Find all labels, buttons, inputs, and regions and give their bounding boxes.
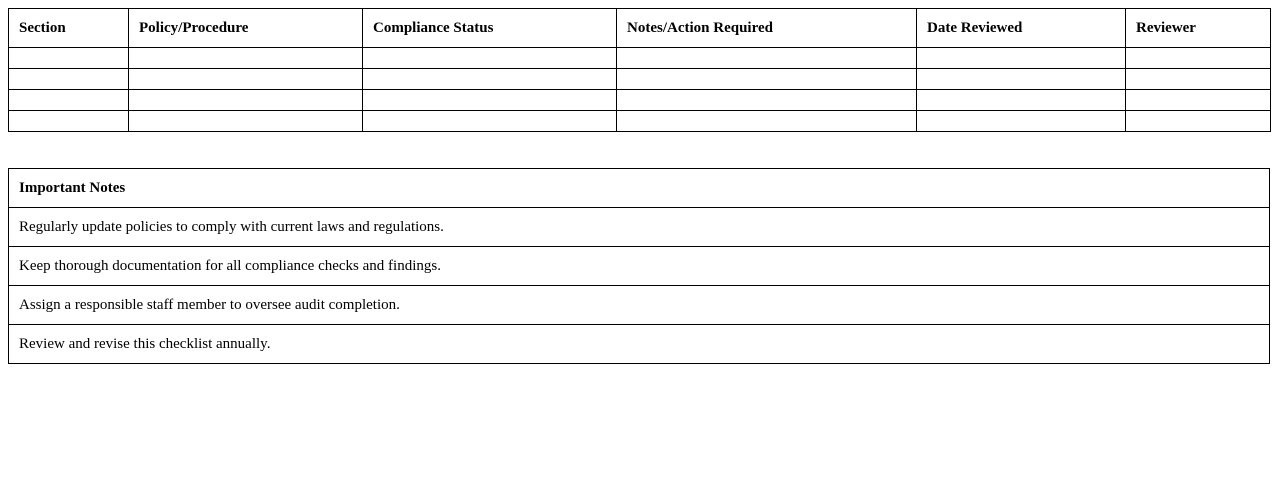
list-item [9, 247, 1270, 286]
table-cell[interactable] [129, 90, 363, 111]
list-item [9, 325, 1270, 364]
table-cell[interactable] [917, 111, 1126, 132]
table-row [9, 69, 1271, 90]
compliance-checklist-table [8, 8, 1271, 132]
note-text: Assign a responsible staff member to oversee audit completion. [9, 286, 1270, 325]
table-header-row [9, 9, 1271, 48]
table-row [9, 111, 1271, 132]
table-cell[interactable] [363, 90, 617, 111]
list-item [9, 208, 1270, 247]
table-row [9, 48, 1271, 69]
notes-title: Important Notes [9, 169, 1270, 208]
table-cell[interactable] [129, 69, 363, 90]
table-cell[interactable] [1126, 69, 1271, 90]
table-row [9, 90, 1271, 111]
notes-header-row [9, 169, 1270, 208]
table-cell[interactable] [129, 111, 363, 132]
table-cell[interactable] [363, 48, 617, 69]
column-header-policy-procedure: Policy/Procedure [129, 9, 363, 48]
table-cell[interactable] [917, 69, 1126, 90]
column-header-notes-action-required: Notes/Action Required [617, 9, 917, 48]
table-cell[interactable] [9, 48, 129, 69]
table-cell[interactable] [363, 69, 617, 90]
table-cell[interactable] [617, 90, 917, 111]
table-cell[interactable] [129, 48, 363, 69]
table-cell[interactable] [1126, 111, 1271, 132]
column-header-date-reviewed: Date Reviewed [917, 9, 1126, 48]
table-cell[interactable] [9, 90, 129, 111]
table-cell[interactable] [9, 69, 129, 90]
column-header-reviewer: Reviewer [1126, 9, 1271, 48]
table-cell[interactable] [617, 69, 917, 90]
table-cell[interactable] [1126, 48, 1271, 69]
table-cell[interactable] [917, 90, 1126, 111]
table-cell[interactable] [917, 48, 1126, 69]
note-text: Keep thorough documentation for all compliance checks and findings. [9, 247, 1270, 286]
list-item [9, 286, 1270, 325]
note-text: Review and revise this checklist annually. [9, 325, 1270, 364]
table-cell[interactable] [9, 111, 129, 132]
table-cell[interactable] [1126, 90, 1271, 111]
table-cell[interactable] [617, 48, 917, 69]
important-notes-table [8, 168, 1270, 364]
table-cell[interactable] [363, 111, 617, 132]
column-header-compliance-status: Compliance Status [363, 9, 617, 48]
column-header-section: Section [9, 9, 129, 48]
table-cell[interactable] [617, 111, 917, 132]
note-text: Regularly update policies to comply with current laws and regulations. [9, 208, 1270, 247]
